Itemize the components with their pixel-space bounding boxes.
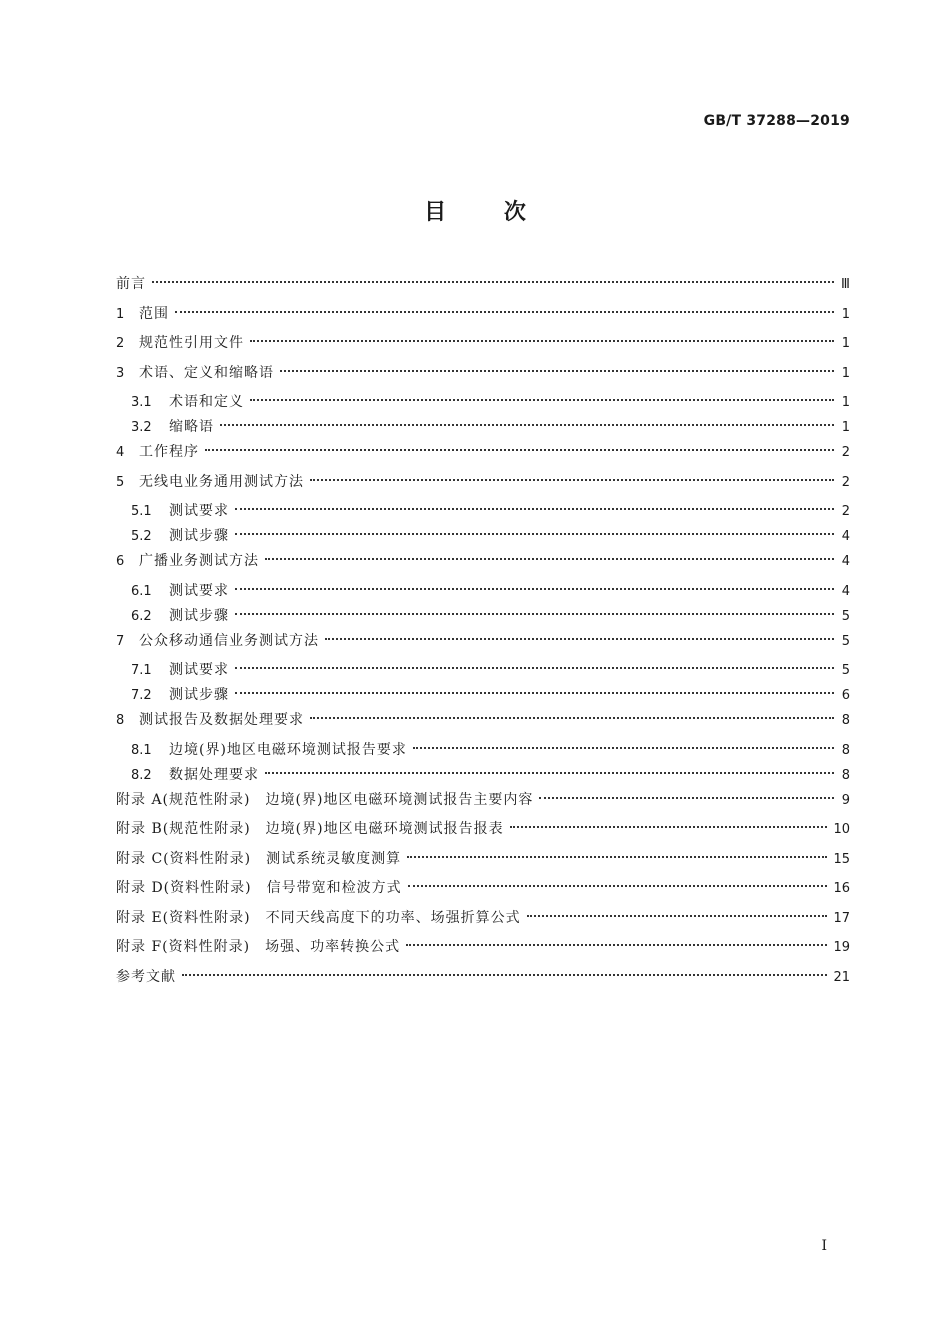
toc-entry-page: 4 <box>841 529 850 544</box>
toc-entry-label: 附录 F(资料性附录) 场强、功率转换公式 <box>116 939 401 955</box>
toc-entry[interactable] <box>116 272 850 302</box>
toc-entry-label: 缩略语 <box>169 419 214 435</box>
toc-dot-leader <box>235 588 834 590</box>
toc-dot-leader <box>280 370 834 372</box>
toc-entry-page: 1 <box>841 420 850 435</box>
document-code: GB/T 37288—2019 <box>703 113 850 129</box>
toc-entry-page: 4 <box>841 583 850 599</box>
toc-entry[interactable] <box>116 470 850 500</box>
toc-entry-number: 7 <box>116 633 125 649</box>
toc-dot-leader <box>235 613 834 615</box>
toc-entry-page: Ⅲ <box>841 277 850 292</box>
toc-entry-page: 5 <box>841 663 850 678</box>
toc-entry-page: 19 <box>833 940 850 955</box>
toc-dot-leader <box>406 944 827 946</box>
toc-entry-number: 3 <box>116 365 125 381</box>
toc-entry[interactable] <box>116 629 850 659</box>
toc-entry-label: 数据处理要求 <box>169 766 259 783</box>
toc-entry-label: 测试报告及数据处理要求 <box>139 712 304 728</box>
toc-entry-page: 1 <box>841 306 850 322</box>
toc-entry[interactable] <box>116 658 850 683</box>
toc-entry[interactable] <box>116 817 850 847</box>
toc-entry[interactable] <box>116 415 850 440</box>
toc-entry[interactable] <box>116 331 850 361</box>
toc-entry-label: 测试要求 <box>169 662 229 678</box>
table-of-contents <box>116 272 850 994</box>
toc-entry-number: 6.2 <box>131 608 152 624</box>
toc-entry[interactable] <box>116 524 850 549</box>
toc-dot-leader <box>539 797 834 799</box>
toc-entry-label: 参考文献 <box>116 968 176 985</box>
toc-entry-page: 5 <box>841 608 850 624</box>
toc-entry-page: 6 <box>841 688 850 703</box>
toc-dot-leader <box>250 340 834 342</box>
toc-dot-leader <box>325 638 834 640</box>
toc-entry-page: 21 <box>833 969 850 985</box>
toc-entry-label: 附录 A(规范性附录) 边境(界)地区电磁环境测试报告主要内容 <box>116 791 534 808</box>
toc-entry-number: 6 <box>116 554 125 569</box>
toc-entry-label: 规范性引用文件 <box>139 335 244 351</box>
toc-entry[interactable] <box>116 763 850 788</box>
toc-dot-leader <box>220 424 834 426</box>
toc-entry-page: 9 <box>841 792 850 808</box>
toc-entry[interactable] <box>116 499 850 524</box>
toc-entry-number: 8 <box>116 713 125 728</box>
toc-entry-number: 3.2 <box>131 420 152 435</box>
toc-entry-label: 术语、定义和缩略语 <box>139 364 274 381</box>
toc-entry[interactable] <box>116 579 850 604</box>
toc-dot-leader <box>310 717 834 719</box>
toc-entry[interactable] <box>116 683 850 708</box>
toc-entry-label: 广播业务测试方法 <box>139 553 259 569</box>
toc-entry[interactable] <box>116 965 850 995</box>
toc-entry-label: 测试步骤 <box>169 607 229 624</box>
toc-entry-label: 边境(界)地区电磁环境测试报告要求 <box>169 741 407 758</box>
toc-entry[interactable] <box>116 302 850 332</box>
toc-dot-leader <box>235 692 834 694</box>
toc-dot-leader <box>310 479 834 481</box>
toc-entry-page: 1 <box>841 365 850 381</box>
toc-entry-page: 15 <box>833 851 850 867</box>
toc-entry-number: 4 <box>116 445 125 460</box>
toc-entry-number: 7.2 <box>131 688 152 703</box>
toc-entry-number: 5.2 <box>131 529 152 544</box>
toc-entry[interactable] <box>116 876 850 906</box>
toc-entry-page: 8 <box>841 742 850 758</box>
toc-entry[interactable] <box>116 738 850 763</box>
toc-entry[interactable] <box>116 788 850 818</box>
toc-entry-label: 无线电业务通用测试方法 <box>139 473 304 490</box>
toc-dot-leader <box>235 533 834 535</box>
toc-dot-leader <box>235 508 834 510</box>
toc-entry-page: 10 <box>833 822 850 837</box>
toc-entry[interactable] <box>116 708 850 738</box>
toc-entry[interactable] <box>116 549 850 579</box>
toc-entry-page: 1 <box>841 395 850 410</box>
toc-entry[interactable] <box>116 935 850 965</box>
toc-entry-label: 测试要求 <box>169 503 229 519</box>
toc-entry-page: 8 <box>841 767 850 783</box>
toc-entry-page: 8 <box>841 713 850 728</box>
toc-entry-page: 5 <box>841 633 850 649</box>
toc-dot-leader <box>265 772 834 774</box>
toc-entry-page: 4 <box>841 554 850 569</box>
toc-entry-number: 5 <box>116 474 125 490</box>
toc-entry-label: 前言 <box>116 276 146 292</box>
page-number: Ⅰ <box>821 1238 827 1254</box>
toc-entry-label: 术语和定义 <box>169 394 244 410</box>
toc-entry-label: 测试步骤 <box>169 687 229 703</box>
toc-entry-page: 2 <box>841 445 850 460</box>
toc-dot-leader <box>407 856 827 858</box>
toc-entry-label: 范围 <box>139 305 169 322</box>
toc-entry-label: 公众移动通信业务测试方法 <box>139 632 319 649</box>
toc-entry-label: 测试步骤 <box>169 528 229 544</box>
toc-entry-page: 16 <box>833 881 850 896</box>
toc-entry[interactable] <box>116 604 850 629</box>
toc-entry[interactable] <box>116 361 850 391</box>
toc-dot-leader <box>510 826 828 828</box>
toc-entry-number: 1 <box>116 306 125 322</box>
toc-dot-leader <box>152 281 834 283</box>
toc-entry-number: 2 <box>116 336 125 351</box>
toc-entry-page: 1 <box>841 336 850 351</box>
toc-entry-number: 6.1 <box>131 583 152 599</box>
toc-entry-number: 3.1 <box>131 395 152 410</box>
toc-dot-leader <box>408 885 828 887</box>
toc-entry[interactable] <box>116 906 850 936</box>
page-title: 目 次 <box>424 200 526 225</box>
toc-entry-label: 附录 E(资料性附录) 不同天线高度下的功率、场强折算公式 <box>116 909 521 926</box>
toc-entry-number: 7.1 <box>131 663 152 678</box>
toc-dot-leader <box>175 311 834 313</box>
toc-entry-number: 8.1 <box>131 742 152 758</box>
toc-dot-leader <box>413 747 834 749</box>
toc-entry[interactable] <box>116 847 850 877</box>
toc-entry-label: 工作程序 <box>139 444 199 460</box>
toc-dot-leader <box>250 399 834 401</box>
toc-entry-label: 附录 C(资料性附录) 测试系统灵敏度测算 <box>116 850 402 867</box>
toc-entry-label: 附录 B(规范性附录) 边境(界)地区电磁环境测试报告报表 <box>116 821 504 837</box>
toc-entry-label: 附录 D(资料性附录) 信号带宽和检波方式 <box>116 880 402 896</box>
toc-entry-page: 17 <box>833 910 850 926</box>
toc-entry[interactable] <box>116 390 850 415</box>
toc-dot-leader <box>527 915 828 917</box>
toc-entry-number: 8.2 <box>131 767 152 783</box>
toc-dot-leader <box>235 667 834 669</box>
toc-entry-page: 2 <box>841 504 850 519</box>
toc-dot-leader <box>265 558 834 560</box>
toc-dot-leader <box>182 974 827 976</box>
toc-entry-label: 测试要求 <box>169 582 229 599</box>
toc-entry-page: 2 <box>841 474 850 490</box>
toc-entry[interactable] <box>116 440 850 470</box>
toc-dot-leader <box>205 449 834 451</box>
toc-entry-number: 5.1 <box>131 504 152 519</box>
